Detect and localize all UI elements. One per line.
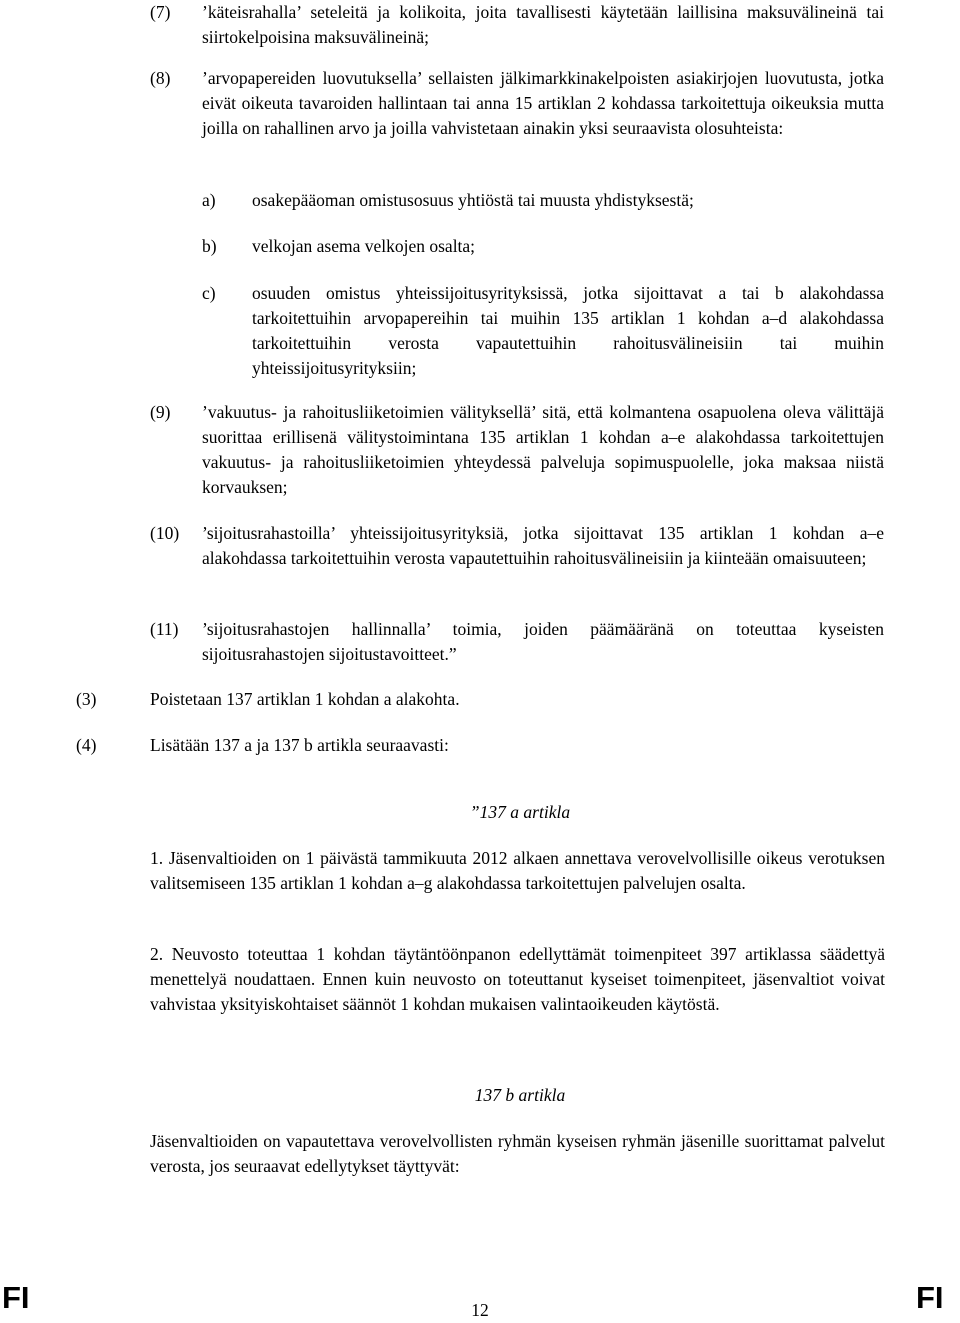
article-137b-paragraph: Jäsenvaltioiden on vapautettava verovelvollisten ryhmän kyseisen ryhmän jäsenille suorittamat palvelut verosta, jos seuraavat edellytykset täyttyvät: <box>150 1131 885 1176</box>
article-137a-paragraph-2: 2. Neuvosto toteuttaa 1 kohdan täytäntöönpanon edellyttämät toimenpiteet 397 artiklassa säädettyä menettelyä noudattaen. Ennen kuin neuvosto on toteuttanut kyseiset toimenpiteet, jäsenvaltiot voivat vahvistaa yksityiskohtaiset säännöt 1 kohdan mukaisen valintaoikeuden käytöstä. <box>150 944 885 1014</box>
item-number: (11) <box>150 619 179 639</box>
list-item <box>150 66 890 166</box>
sub-item <box>202 188 892 214</box>
sub-item <box>202 281 892 381</box>
list-item <box>150 400 890 500</box>
item-number: (8) <box>150 68 171 88</box>
item-text: ’sijoitusrahastoilla’ yhteissijoitusyrityksiä, jotka sijoittavat 135 artiklan 1 kohdan a–e alakohdassa tarkoitettuihin verosta vapautettuihin rahoitusvälineisiin ja kiinteään omaisuuteen; <box>202 523 884 568</box>
article-137a-paragraph-1: 1. Jäsenvaltioiden on 1 päivästä tammikuuta 2012 alkaen annettava verovelvollisille oikeus verotuksen valitsemiseen 135 artiklan 1 kohdan a–g alakohdassa tarkoitettujen palvelujen osalta. <box>150 848 885 893</box>
list-item <box>150 0 890 52</box>
language-code-left: FI <box>2 1280 30 1315</box>
sub-item-text: osakepääoman omistusosuus yhtiöstä tai muusta yhdistyksestä; <box>252 190 694 210</box>
list-item <box>150 617 890 669</box>
item-number: (7) <box>150 2 171 22</box>
list-item <box>150 521 890 597</box>
language-code-right: FI <box>916 1280 944 1315</box>
article-137a-heading: ”137 a artikla <box>469 802 571 822</box>
sub-item-text: velkojan asema velkojen osalta; <box>252 236 476 256</box>
sub-item-letter: c) <box>202 283 216 303</box>
amendment-number: (4) <box>76 735 97 755</box>
amendment-text: Poistetaan 137 artiklan 1 kohdan a alakohta. <box>150 689 460 709</box>
amendment-item <box>76 733 890 759</box>
amendment-item <box>76 687 890 713</box>
page-number: 12 <box>471 1300 489 1320</box>
sub-item <box>202 234 892 260</box>
item-number: (9) <box>150 402 171 422</box>
sub-item-text: osuuden omistus yhteissijoitusyrityksissä, jotka sijoittavat a tai b alakohdassa tarkoitettuihin arvopapereihin tai muihin 135 artiklan 1 kohdan a–d alakohdassa tarkoitettuihin verosta vapautettuihin rahoitusvälineisiin tai muihin yhteissijoitusyrityksiin; <box>252 283 884 378</box>
item-number: (10) <box>150 523 180 543</box>
amendment-number: (3) <box>76 689 97 709</box>
item-text: ’sijoitusrahastojen hallinnalla’ toimia, joiden päämääränä on toteuttaa kyseisten sijoitusrahastojen sijoitustavoitteet.” <box>202 619 884 664</box>
sub-item-letter: a) <box>202 190 216 210</box>
item-text: ’vakuutus- ja rahoitusliiketoimien välityksellä’ sitä, että kolmantena osapuolena oleva välittäjä suorittaa erillisenä välitystoimintana 135 artiklan 1 kohdan a–e alakohdassa tarkoitettujen vakuutus- ja rahoitusliiketoimien yhteydessä palveluja sopimuspuolelle, joka maksaa niistä korvauksen; <box>202 402 884 497</box>
article-137b-heading: 137 b artikla <box>474 1085 566 1105</box>
item-text: ’arvopapereiden luovutuksella’ sellaisten jälkimarkkinakelpoisten asiakirjojen luovutusta, jotka eivät oikeuta tavaroiden hallintaan tai anna 15 artiklan 2 kohdassa tarkoitettuja oikeuksia mutta joilla on rahallinen arvo ja joilla vahvistetaan ainakin yksi seuraavista olosuhteista: <box>202 68 884 138</box>
sub-item-letter: b) <box>202 236 217 256</box>
amendment-text: Lisätään 137 a ja 137 b artikla seuraavasti: <box>150 735 449 755</box>
item-text: ’käteisrahalla’ seteleitä ja kolikoita, joita tavallisesti käytetään laillisina maksuvälineinä tai siirtokelpoisina maksuvälineinä; <box>202 2 884 47</box>
